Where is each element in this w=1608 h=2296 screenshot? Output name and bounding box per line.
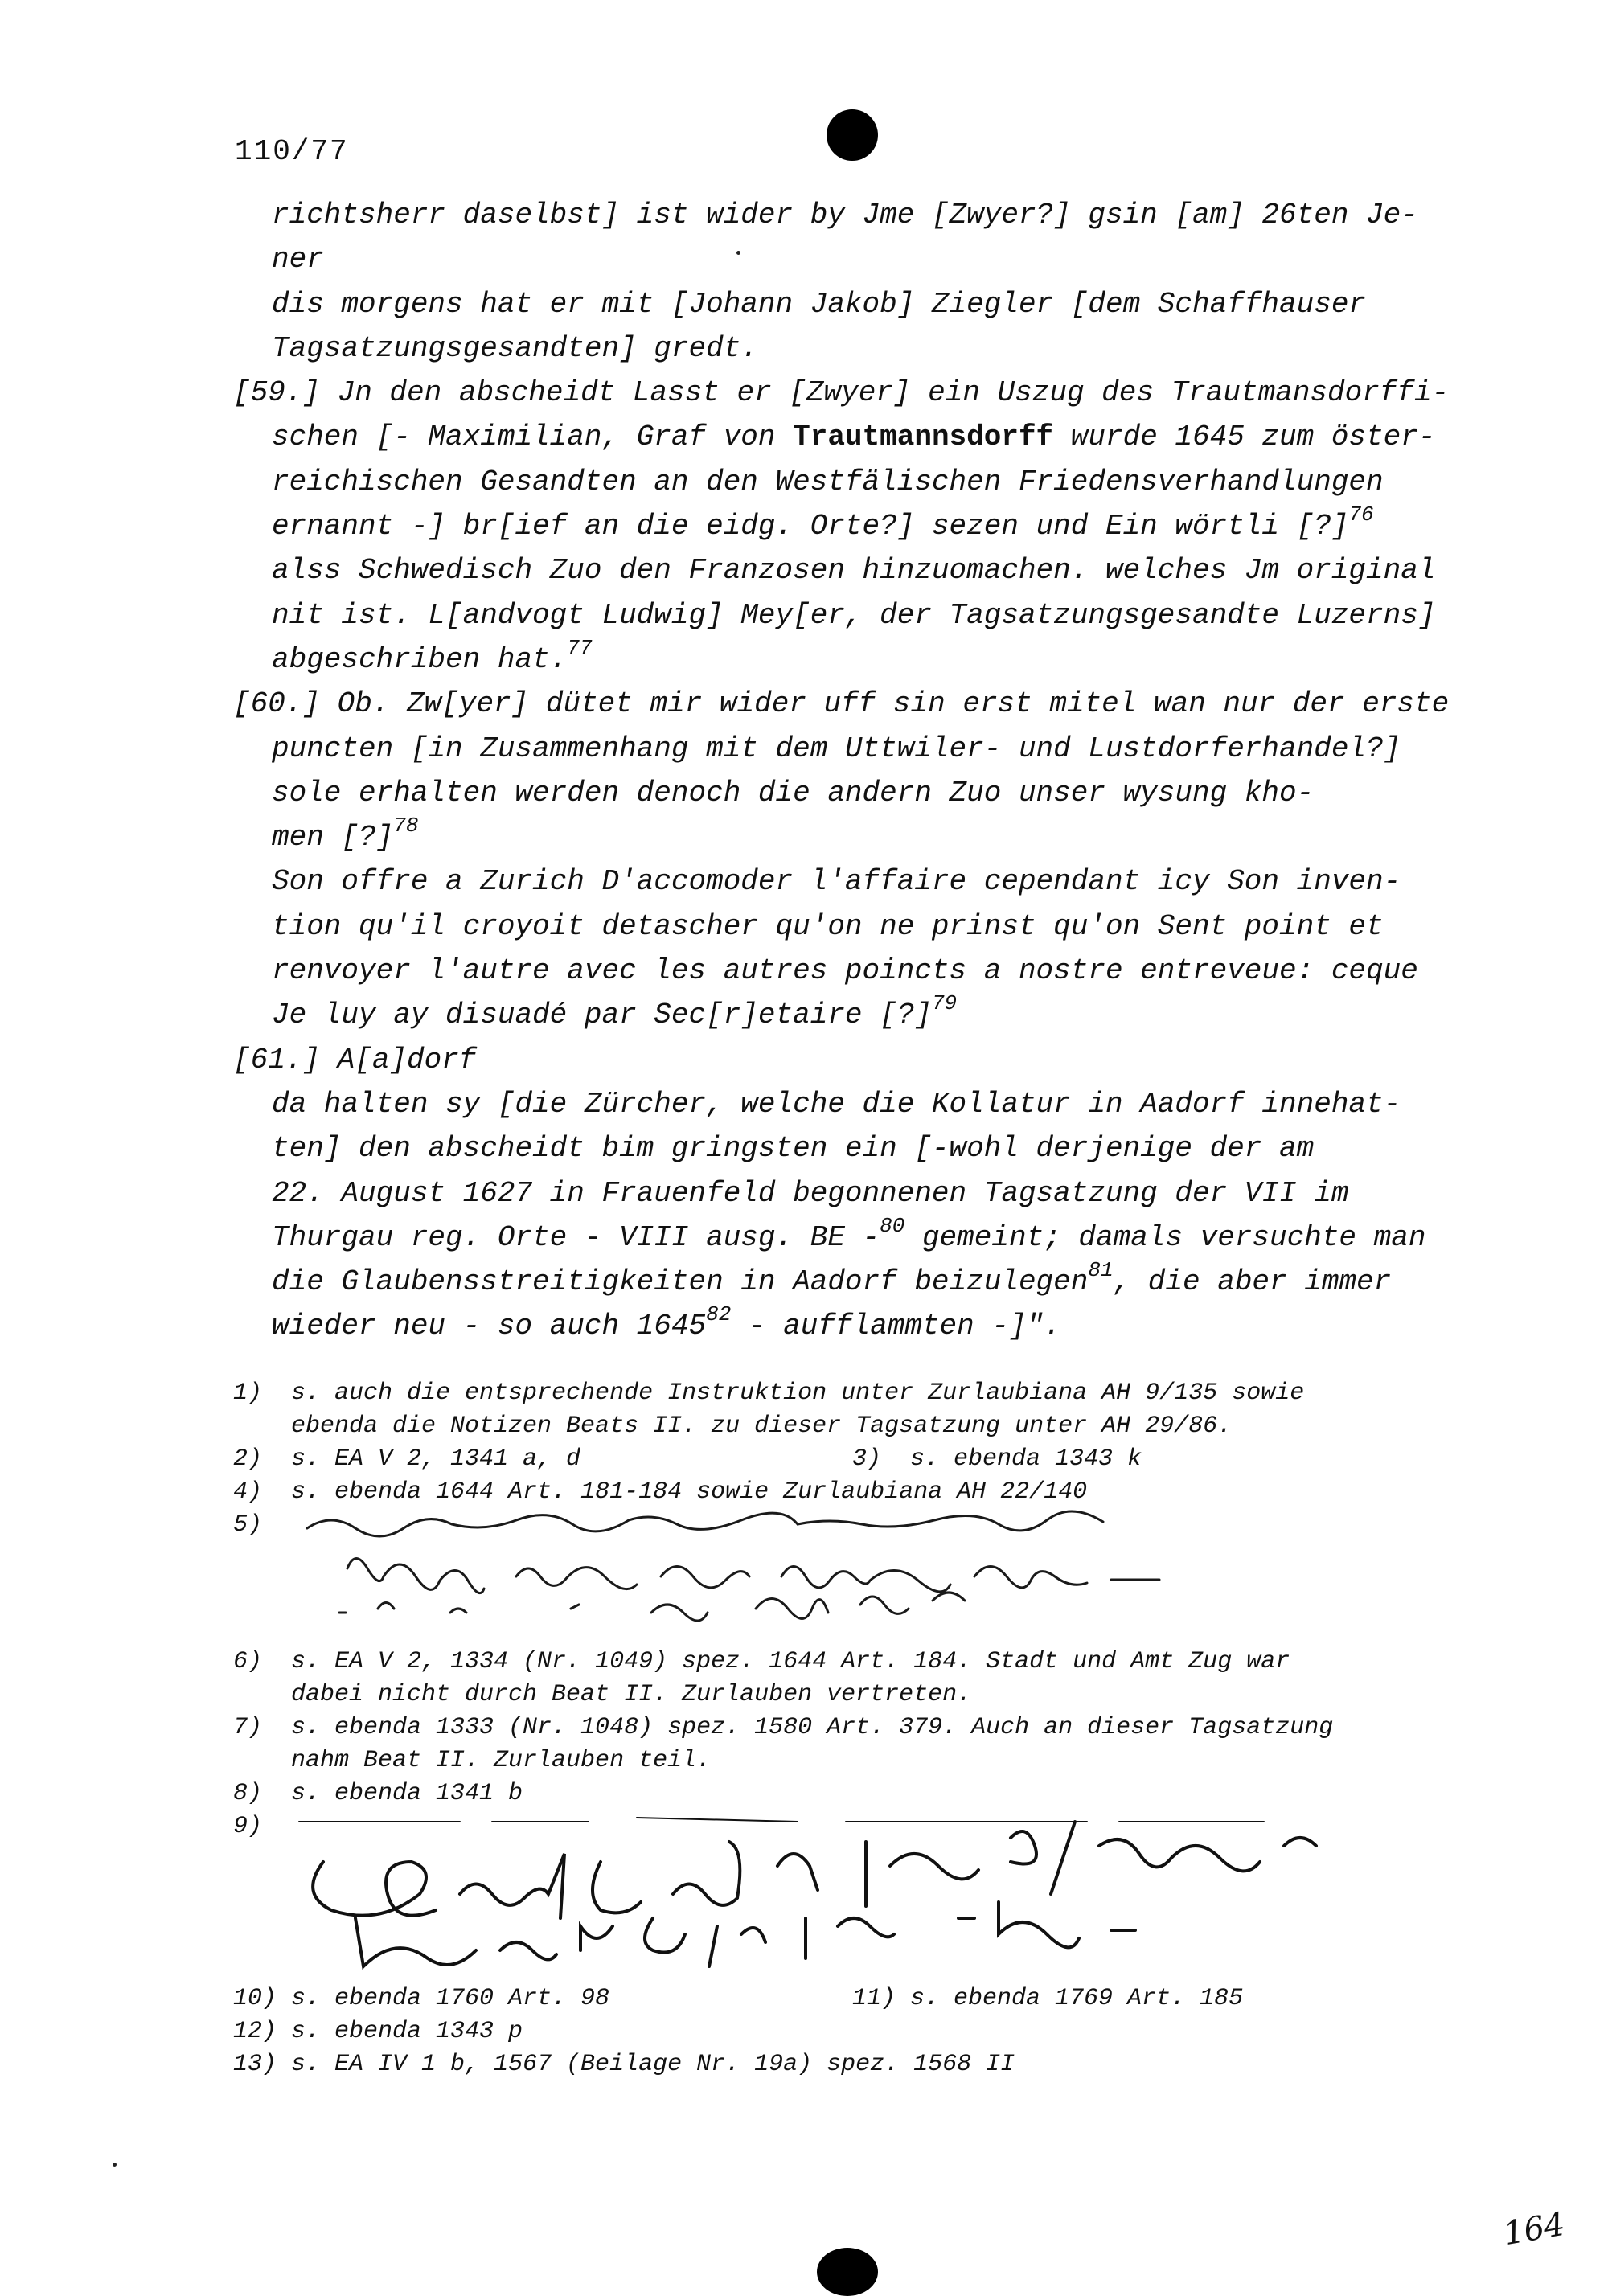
text-line: reichischen Gesandten an den Westfälischen Friedensverhandlungen xyxy=(272,465,1384,498)
footnote-2-3 xyxy=(233,1443,1520,1476)
footnote-number: 4) xyxy=(233,1478,263,1506)
footnote-7 xyxy=(233,1712,1520,1745)
text-line: [61.] A[a]dorf xyxy=(233,1043,477,1076)
text-line: [60.] Ob. Zw[yer] dütet mir wider uff sin erst mitel wan nur der erste xyxy=(233,687,1450,721)
footnote-6-cont xyxy=(233,1679,1520,1712)
footnote-9 xyxy=(233,1810,1520,1982)
text-line: tion qu'il croyoit detascher qu'on ne prinst qu'on Sent point et xyxy=(272,909,1384,943)
archive-folio-mark: 164 xyxy=(1500,2205,1568,2253)
text-line: renvoyer l'autre avec les autres poincts a nostre entreveue: ceque xyxy=(272,954,1418,988)
footnote-text: s. ebenda 1769 Art. 185 xyxy=(910,1985,1244,2012)
footnote-text: s. EA V 2, 1341 a, d xyxy=(291,1445,581,1473)
footnote-13 xyxy=(233,2048,1520,2081)
text-line: Je luy ay disuadé par Sec[r]etaire [?]$^{79}$ xyxy=(272,991,958,1032)
footnote-number: 7) xyxy=(233,1714,263,1741)
footnote-text: s. ebenda 1760 Art. 98 xyxy=(291,1985,610,2012)
footnotes xyxy=(233,1377,1520,2081)
text-line: alss Schwedisch Zuo den Franzosen hinzuomachen. welches Jm original xyxy=(272,554,1436,588)
footnote-number: 8) xyxy=(233,1780,263,1807)
text-line: sole erhalten werden denoch die andern Zuo unser wysung kho- xyxy=(272,776,1315,810)
footnote-1 xyxy=(233,1377,1520,1410)
footnote-text: s. ebenda 1343 k xyxy=(910,1445,1142,1473)
text-line: Thurgau reg. Orte - VIII ausg. BE -$^{80}$ gemeint; damals versuchte man xyxy=(272,1213,1426,1254)
page-number: 110/77 xyxy=(235,135,349,168)
footnote-10-11 xyxy=(233,1982,1520,2015)
footnote-text: dabei nicht durch Beat II. Zurlauben vertreten. xyxy=(291,1681,972,1708)
text-line: [59.] Jn den abscheidt Lasst er [Zwyer] ein Uszug des Trautmansdorffi- xyxy=(233,376,1450,410)
footnote-12 xyxy=(233,2015,1520,2048)
footnote-text: s. ebenda 1341 b xyxy=(291,1780,523,1807)
text-line: ernannt -] br[ief an die eidg. Orte?] sezen und Ein wörtli [?]$^{76}$ xyxy=(272,502,1374,543)
handwritten-signature-image xyxy=(291,1806,1368,1978)
text-line: richtsherr daselbst] ist wider by Jme [Zwyer?] gsin [am] 26ten Je- xyxy=(272,199,1418,232)
footnote-number: 5) xyxy=(233,1511,263,1539)
punch-hole-bottom xyxy=(817,2248,878,2296)
footnote-text: s. EA IV 1 b, 1567 (Beilage Nr. 19a) spez. 1568 II xyxy=(291,2051,1015,2078)
footnote-number: 11) xyxy=(852,1985,896,2012)
footnote-text: s. EA V 2, 1334 (Nr. 1049) spez. 1644 Art. 184. Stadt und Amt Zug war xyxy=(291,1648,1290,1675)
text-line: puncten [in Zusammenhang mit dem Uttwiler- und Lustdorferhandel?] xyxy=(272,732,1401,765)
footnote-number: 9) xyxy=(233,1813,263,1840)
footnote-number: 2) xyxy=(233,1445,263,1473)
footnote-text: s. ebenda 1343 p xyxy=(291,2018,523,2045)
footnote-text: s. auch die entsprechende Instruktion unter Zurlaubiana AH 9/135 sowie xyxy=(291,1380,1305,1407)
text-line: die Glaubensstreitigkeiten in Aadorf beizulegen$^{81}$, die aber immer xyxy=(272,1258,1392,1299)
footnote-number: 6) xyxy=(233,1648,263,1675)
text-line: 22. August 1627 in Frauenfeld begonnenen Tagsatzung der VII im xyxy=(272,1176,1349,1210)
footnote-number: 1) xyxy=(233,1380,263,1407)
punch-hole-top xyxy=(827,109,878,161)
text-line: men [?]$^{78}$ xyxy=(272,814,419,855)
text-line: dis morgens hat er mit [Johann Jakob] Ziegler [dem Schaffhauser xyxy=(272,287,1367,321)
footnote-text: ebenda die Notizen Beats II. zu dieser Tagsatzung unter AH 29/86. xyxy=(291,1412,1233,1440)
text-line: wieder neu - so auch 1645$^{82}$ - aufflammten -]". xyxy=(272,1302,1061,1343)
text-line: Tagsatzungsgesandten] gredt. xyxy=(272,331,758,365)
text-line: schen [- Maximilian, Graf von Trautmannsdorff wurde 1645 zum öster- xyxy=(272,420,1436,454)
text-line: ner xyxy=(272,243,324,277)
text-line: da halten sy [die Zürcher, welche die Kollatur in Aadorf innehat- xyxy=(272,1087,1401,1121)
footnote-number: 3) xyxy=(852,1445,882,1473)
handwritten-excerpt-image xyxy=(291,1504,1433,1641)
text-line: Son offre a Zurich D'accomoder l'affaire cependant icy Son inven- xyxy=(272,865,1401,899)
main-transcription xyxy=(233,193,1487,1349)
speck xyxy=(113,2163,117,2167)
footnote-text: s. ebenda 1644 Art. 181-184 sowie Zurlaubiana AH 22/140 xyxy=(291,1478,1088,1506)
footnote-1-cont xyxy=(233,1410,1520,1443)
footnote-number: 12) xyxy=(233,2018,277,2045)
text-line: ten] den abscheidt bim gringsten ein [-wohl derjenige der am xyxy=(272,1132,1315,1166)
text-line: abgeschriben hat.$^{77}$ xyxy=(272,635,593,676)
footnote-number: 13) xyxy=(233,2051,277,2078)
footnote-5 xyxy=(233,1509,1520,1646)
footnote-7-cont xyxy=(233,1745,1520,1777)
footnote-6 xyxy=(233,1646,1520,1679)
footnote-text: nahm Beat II. Zurlauben teil. xyxy=(291,1747,712,1774)
text-line: nit ist. L[andvogt Ludwig] Mey[er, der Tagsatzungsgesandte Luzerns] xyxy=(272,598,1436,632)
footnote-text: s. ebenda 1333 (Nr. 1048) spez. 1580 Art. 379. Auch an dieser Tagsatzung xyxy=(291,1714,1334,1741)
footnote-number: 10) xyxy=(233,1985,277,2012)
